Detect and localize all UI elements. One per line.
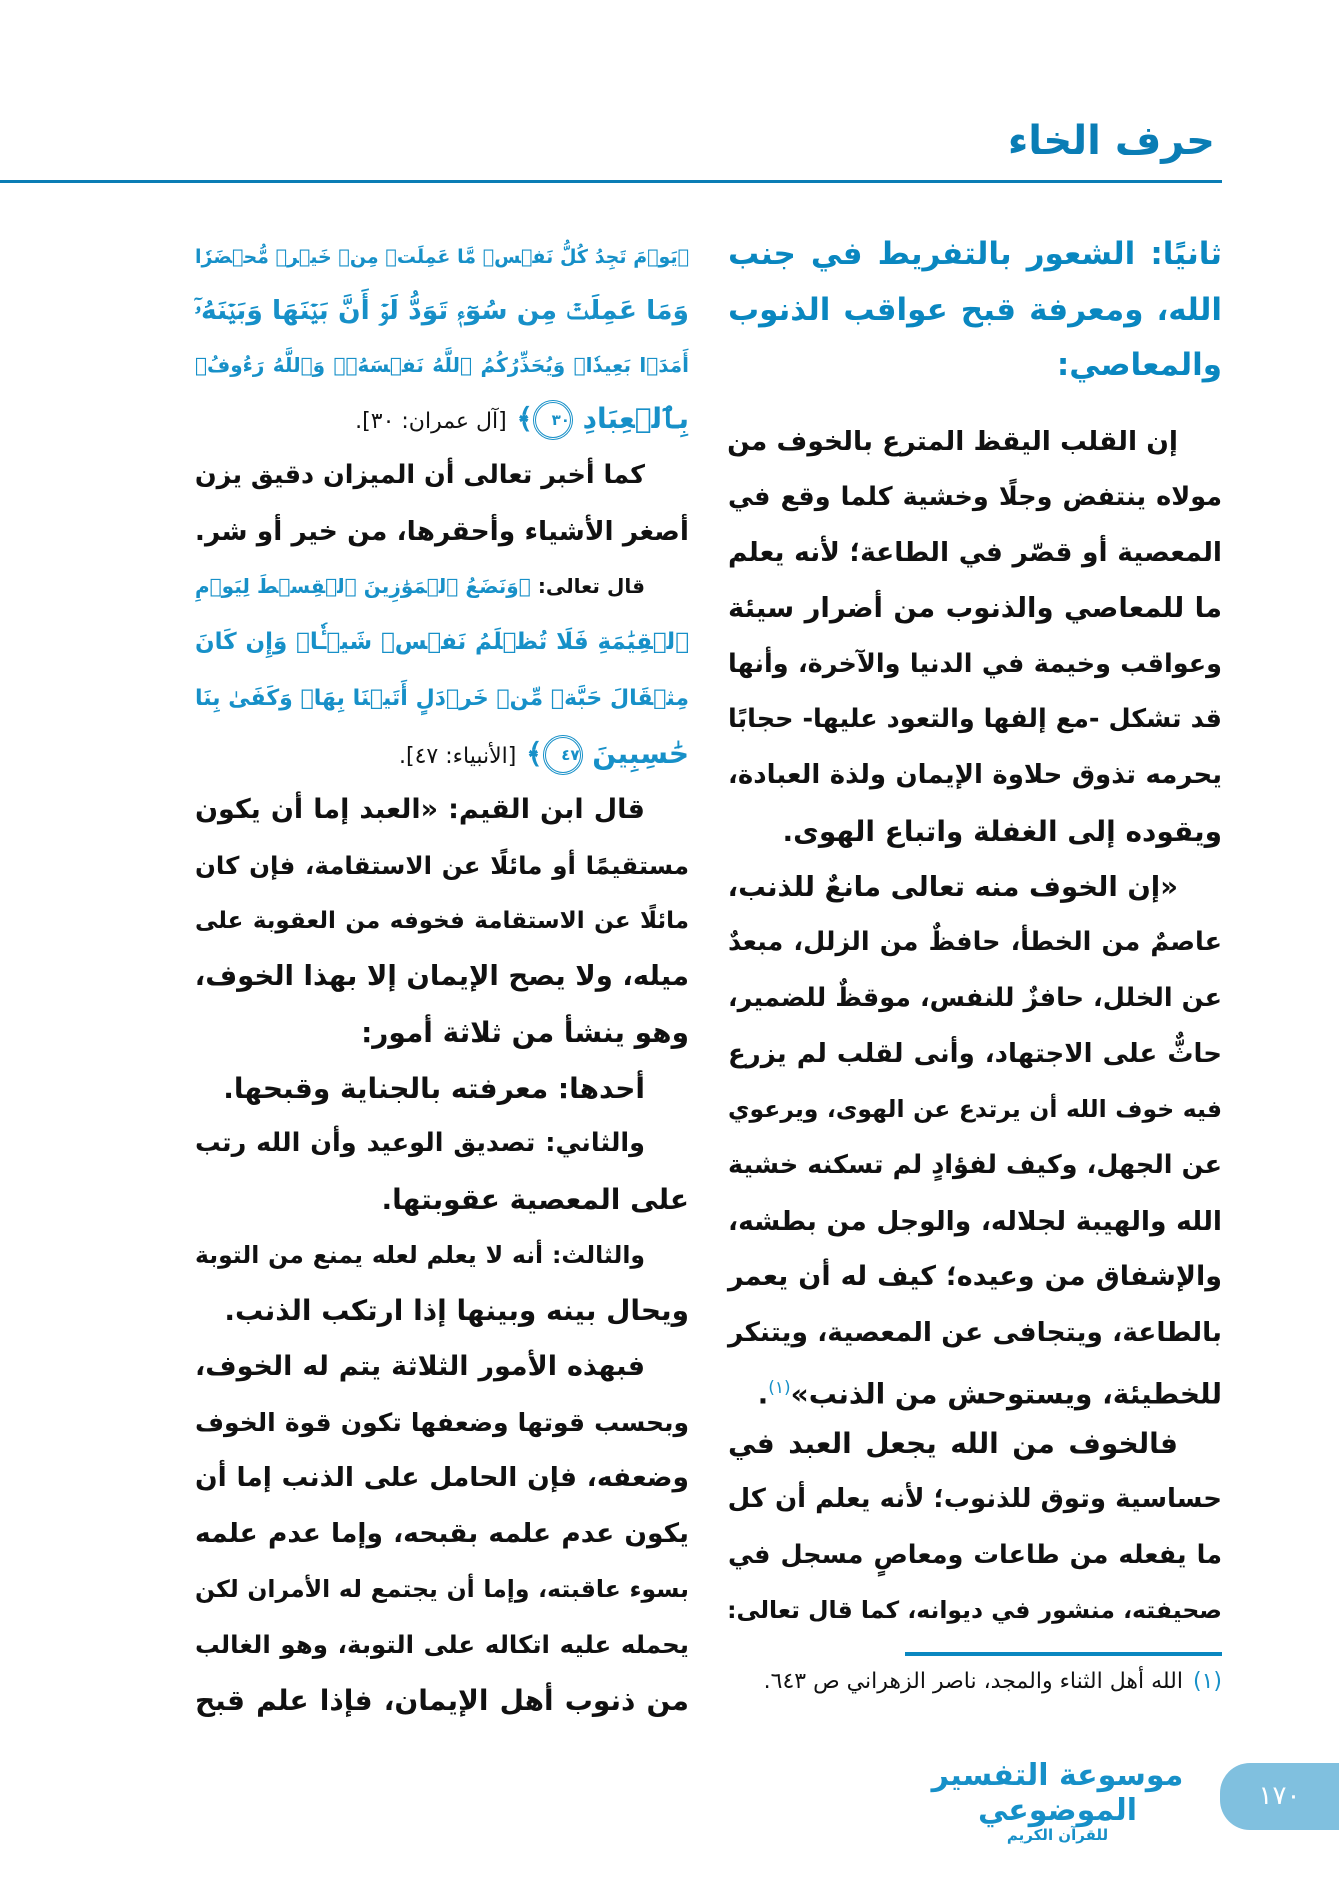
line-text: يكون عدم علمه بقبحه، وإما عدم علمه — [195, 1518, 689, 1550]
text-line — [728, 525, 1222, 581]
text-line — [728, 1249, 1222, 1305]
line-text: وهو ينشأ من ثلاثة أمور: — [361, 1015, 689, 1049]
line-text: كما أخبر تعالى أن الميزان دقيق يزن — [194, 460, 645, 490]
text-line — [728, 581, 1222, 637]
logo-title: موسوعة التفسير الموضوعي — [931, 1758, 1184, 1828]
line-text: الله، ومعرفة قبح عواقب الذنوب — [728, 291, 1222, 328]
line-text: فيه خوف الله أن يرتدع عن الهوى، ويرعوي — [728, 1095, 1222, 1124]
line-text: والثاني: تصديق الوعيد وأن الله رتب — [195, 1128, 645, 1159]
line-text: قد تشكل -مع إلفها والتعود عليها- حجابًا — [728, 704, 1222, 735]
line-text: أصغر الأشياء وأحقرها، من خير أو شر. — [194, 515, 689, 547]
text-line — [728, 804, 1222, 860]
header-divider — [0, 180, 1222, 183]
text-line — [728, 283, 1222, 339]
quran-text: ﴾ — [516, 737, 543, 771]
section-heading — [728, 227, 1222, 394]
text-line — [195, 1283, 689, 1339]
text-line — [195, 559, 689, 615]
text-line — [195, 1450, 689, 1506]
line-text: عن الخلل، حافزٌ للنفس، موقظٌ للضمير، — [728, 982, 1222, 1013]
line-text: للخطيئة، ويستوحش من الذنب» — [790, 1377, 1222, 1411]
text-line — [195, 392, 689, 446]
text-line — [195, 671, 689, 727]
verse-reference: [الأنبياء: ٤٧]. — [399, 744, 517, 770]
line-text: والثالث: أنه لا يعلم لعله يمنع من التوبة — [195, 1240, 645, 1269]
left-column-text — [195, 448, 689, 1729]
text-line — [728, 1138, 1222, 1194]
text-line — [728, 860, 1222, 916]
text-line — [195, 284, 689, 338]
text-line — [728, 1305, 1222, 1361]
quran-text: ﴾ — [506, 402, 533, 435]
text-line — [728, 227, 1222, 283]
text-line — [195, 782, 689, 838]
line-text: فبهذه الأمور الثلاثة يتم له الخوف، — [195, 1351, 645, 1382]
line-text: قال تعالى: — [530, 574, 646, 599]
text-line — [728, 1472, 1222, 1528]
line-text: عن الجهل، وكيف لفؤادٍ لم تسكنه خشية — [728, 1149, 1222, 1180]
line-text: مولاه ينتفض وجلًا وخشية كلما وقع في — [728, 481, 1222, 512]
text-line — [195, 894, 689, 950]
footnote-text: الله أهل الثناء والمجد، ناصر الزهراني ص ٦٤٣. — [763, 1669, 1183, 1694]
line-text: وضعفه، فإن الحامل على الذنب إما أن — [195, 1462, 689, 1494]
text-line — [728, 971, 1222, 1027]
line-text: ثانيًا: الشعور بالتفريط في جنب — [728, 236, 1222, 272]
text-line — [195, 448, 689, 504]
logo-subtitle: للقرآن الكريم — [1006, 1826, 1109, 1844]
line-text: ما للمعاصي والذنوب من أضرار سيئة — [728, 592, 1222, 625]
quran-text: ٱلۡقِيَٰمَةِ فَلَا تُظۡلَمُ نَفۡسٞ شَيۡـٔٗاۖ وَإِن كَانَ — [195, 629, 689, 656]
line-text: والإشفاق من وعيده؛ كيف له أن يعمر — [728, 1261, 1222, 1293]
text-line — [195, 949, 689, 1005]
text-line — [728, 1194, 1222, 1250]
text-line — [728, 1416, 1222, 1472]
text-line — [195, 1562, 689, 1618]
text-line — [195, 1005, 689, 1061]
text-line — [728, 338, 1222, 394]
ayah-number-marker: ٤٧ — [543, 735, 583, 775]
line-text: فالخوف من الله يجعل العبد في — [728, 1427, 1178, 1461]
line-text: يحمله عليه اتكاله على التوبة، وهو الغالب — [195, 1630, 689, 1660]
text-line — [195, 1116, 689, 1172]
line-text: والمعاصي: — [1056, 347, 1222, 383]
chapter-title: حرف الخاء — [1007, 118, 1215, 164]
quran-text: وَمَا عَمِلَتۡ مِن سُوٓءٖ تَوَدُّ لَوۡ أَنَّ بَيۡنَهَا وَبَيۡنَهُۥٓ — [194, 295, 689, 326]
line-text: صحيفته، منشور في ديوانه، كما قال تعالى: — [727, 1596, 1222, 1625]
line-text: ميله، ولا يصح الإيمان إلا بهذا الخوف، — [194, 960, 689, 993]
footnote — [728, 1662, 1222, 1702]
quran-verse-block — [195, 230, 689, 446]
line-text: ويقوده إلى الغفلة واتباع الهوى. — [782, 814, 1222, 848]
line-text: أحدها: معرفته بالجناية وقبحها. — [223, 1071, 645, 1105]
text-line — [195, 615, 689, 671]
text-line — [728, 915, 1222, 971]
text-line — [728, 1361, 1222, 1417]
line-text: يحرمه تذوق حلاوة الإيمان ولذة العبادة، — [728, 760, 1222, 791]
line-text: حاثٌّ على الاجتهاد، وأنى لقلب لم يزرع — [728, 1038, 1222, 1069]
quran-text: بِٱلۡعِبَادِ — [572, 402, 689, 435]
encyclopedia-logo — [930, 1758, 1185, 1844]
quran-text: أَمَدَۢا بَعِيدٗاۗ وَيُحَذِّرُكُمُ ٱللَّهُ نَفۡسَهُۥۗ وَٱللَّهُ رَءُوفُۢ — [195, 353, 689, 377]
text-line — [728, 470, 1222, 526]
quran-text: ﴿يَوۡمَ تَجِدُ كُلُّ نَفۡسٖ مَّا عَمِلَتۡ مِنۡ خَيۡرٖ مُّحۡضَرٗا — [195, 246, 689, 268]
line-text: ما يفعله من طاعات ومعاصٍ مسجل في — [728, 1539, 1222, 1570]
footnote-number: (١) — [1192, 1669, 1222, 1694]
text-line — [195, 230, 689, 284]
line-text: قال ابن القيم: «العبد إما أن يكون — [195, 794, 645, 826]
line-text: مائلًا عن الاستقامة فخوفه من العقوبة على — [195, 907, 689, 934]
text-line — [195, 1339, 689, 1395]
text-line — [195, 1061, 689, 1117]
line-text: عاصمٌ من الخطأ، حافظٌ من الزلل، مبعدٌ — [728, 927, 1222, 958]
line-text: وبحسب قوتها وضعفها تكون قوة الخوف — [195, 1407, 689, 1437]
line-text: . — [757, 1377, 769, 1411]
text-line — [728, 748, 1222, 804]
quran-text: حَٰسِبِينَ — [582, 737, 689, 771]
text-line — [195, 1228, 689, 1284]
footnote-marker: (١) — [768, 1377, 791, 1398]
text-line — [728, 1082, 1222, 1138]
text-line — [195, 726, 689, 782]
text-line — [728, 692, 1222, 748]
text-line — [195, 1395, 689, 1451]
line-text: بسوء عاقبته، وإما أن يجتمع له الأمران لكن — [195, 1574, 689, 1603]
text-line — [195, 1617, 689, 1673]
quran-text: ﴿وَنَضَعُ ٱلۡمَوَٰزِينَ ٱلۡقِسۡطَ لِيَوۡمِ — [195, 574, 531, 599]
ayah-number-marker: ٣٠ — [533, 400, 573, 440]
line-text: مستقيمًا أو مائلًا عن الاستقامة، فإن كان — [195, 850, 689, 880]
text-line — [195, 838, 689, 894]
text-line — [728, 637, 1222, 693]
line-text: حساسية وتوق للذنوب؛ لأنه يعلم أن كل — [727, 1484, 1222, 1515]
text-line — [195, 338, 689, 392]
line-text: من ذنوب أهل الإيمان، فإذا علم قبح — [195, 1684, 689, 1718]
text-line — [728, 1027, 1222, 1083]
text-line — [728, 414, 1222, 470]
text-line — [728, 1583, 1222, 1639]
line-text: على المعصية عقوبتها. — [381, 1182, 689, 1216]
line-text: ويحال بينه وبينها إذا ارتكب الذنب. — [224, 1294, 689, 1328]
line-text: «إن الخوف منه تعالى مانعٌ للذنب، — [727, 870, 1178, 903]
text-line — [195, 1172, 689, 1228]
line-text: الله والهيبة لجلاله، والوجل من بطشه، — [728, 1205, 1222, 1237]
text-line — [195, 1673, 689, 1729]
quran-text: مِثۡقَالَ حَبَّةٖ مِّنۡ خَرۡدَلٍ أَتَيۡنَا بِهَاۗ وَكَفَىٰ بِنَا — [195, 685, 689, 711]
text-line — [195, 1506, 689, 1562]
right-column-text — [728, 414, 1222, 1639]
line-text: المعصية أو قصّر في الطاعة؛ لأنه يعلم — [728, 537, 1222, 569]
line-text: وعواقب وخيمة في الدنيا والآخرة، وأنها — [728, 648, 1222, 679]
verse-reference: [آل عمران: ٣٠]. — [355, 409, 507, 434]
text-line — [195, 504, 689, 560]
footnote-divider — [905, 1652, 1222, 1656]
page-number-tab: ١٧٠ — [1220, 1763, 1339, 1830]
line-text: بالطاعة، ويتجافى عن المعصية، ويتنكر — [728, 1317, 1222, 1348]
line-text: إن القلب اليقظ المترع بالخوف من — [727, 426, 1178, 457]
text-line — [728, 1528, 1222, 1584]
